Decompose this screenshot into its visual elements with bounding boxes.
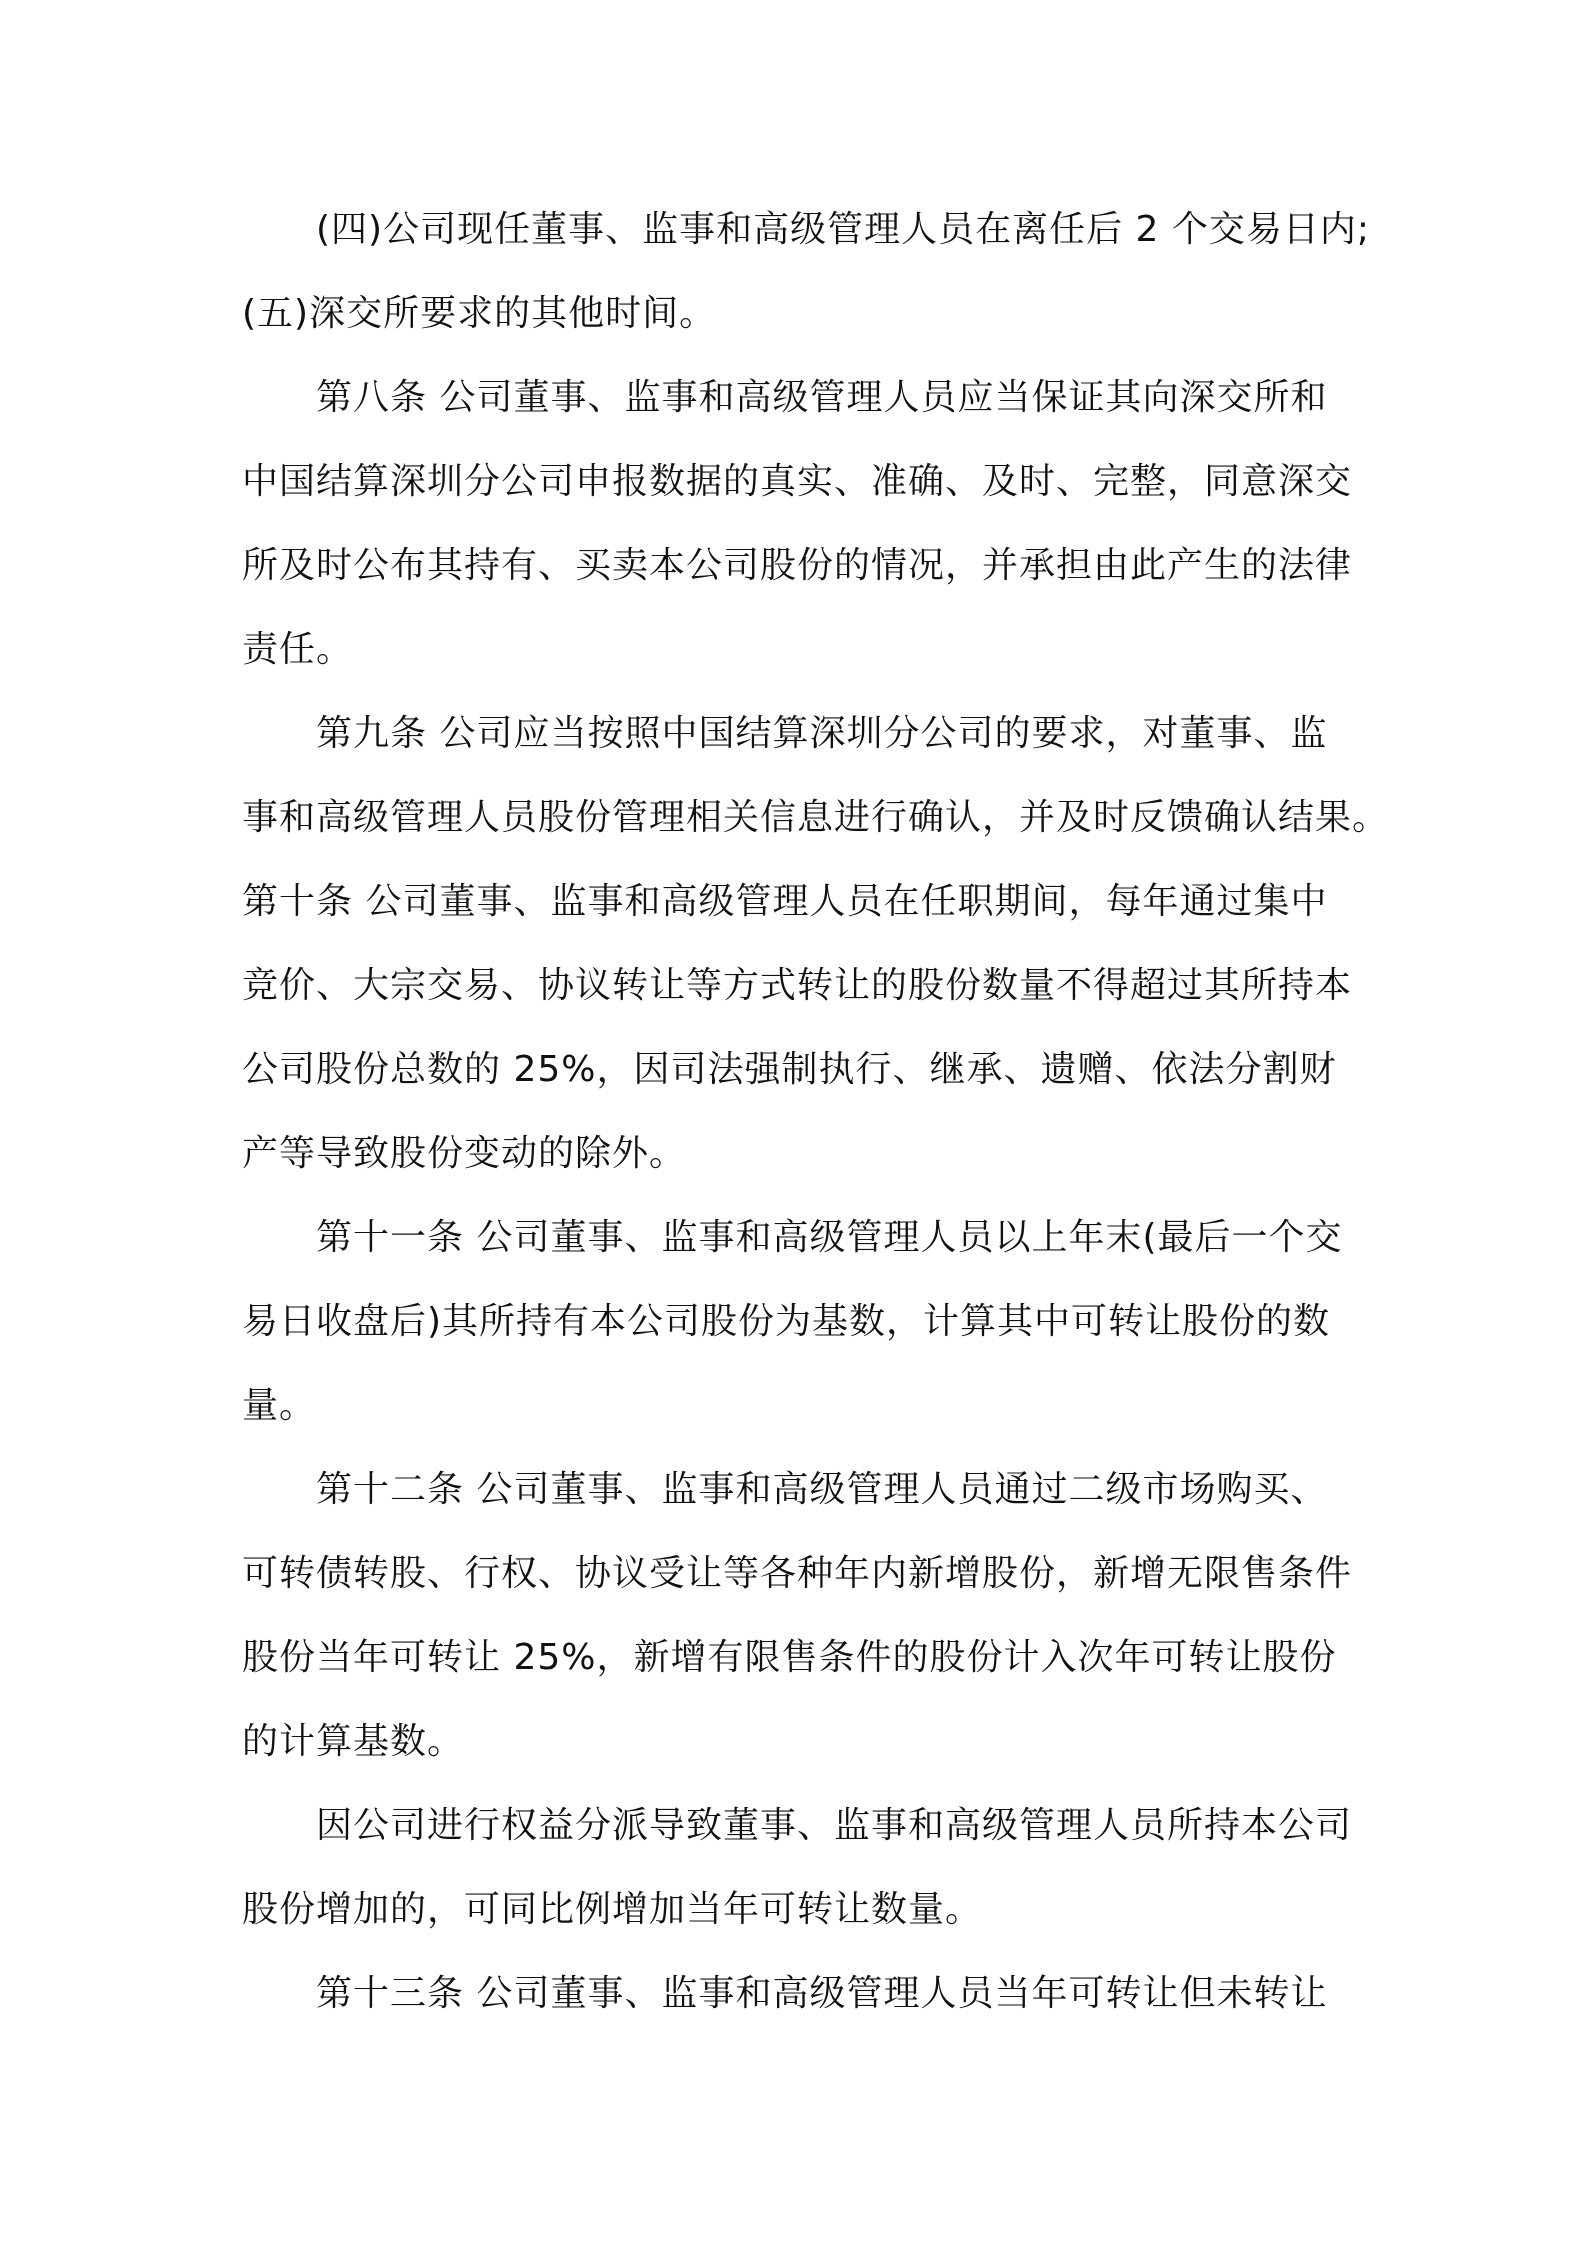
text-line-10: 竞价、大宗交易、协议转让等方式转让的股份数量不得超过其所持本 <box>242 965 1353 1006</box>
text-line-7: 第九条 公司应当按照中国结算深圳分公司的要求，对董事、监 <box>316 713 1328 754</box>
text-line-4: 中国结算深圳分公司申报数据的真实、准确、及时、完整，同意深交 <box>242 461 1353 502</box>
text-line-6: 责任。 <box>242 629 354 670</box>
text-line-14: 易日收盘后)其所持有本公司股份为基数，计算其中可转让股份的数 <box>242 1301 1331 1342</box>
text-line-15: 量。 <box>242 1385 317 1426</box>
text-line-16: 第十二条 公司董事、监事和高级管理人员通过二级市场购买、 <box>316 1469 1328 1510</box>
text-line-17: 可转债转股、行权、协议受让等各种年内新增股份，新增无限售条件 <box>242 1553 1353 1594</box>
text-line-3: 第八条 公司董事、监事和高级管理人员应当保证其向深交所和 <box>316 377 1328 418</box>
text-line-5: 所及时公布其持有、买卖本公司股份的情况，并承担由此产生的法律 <box>242 545 1353 586</box>
text-line-11: 公司股份总数的 25%，因司法强制执行、继承、遗赠、依法分割财 <box>242 1049 1337 1090</box>
text-line-8: 事和高级管理人员股份管理相关信息进行确认，并及时反馈确认结果。 <box>242 797 1390 838</box>
text-line-18: 股份当年可转让 25%，新增有限售条件的股份计入次年可转让股份 <box>242 1637 1337 1678</box>
text-line-20: 因公司进行权益分派导致董事、监事和高级管理人员所持本公司 <box>316 1805 1353 1846</box>
text-line-9: 第十条 公司董事、监事和高级管理人员在任职期间，每年通过集中 <box>242 881 1328 922</box>
text-line-12: 产等导致股份变动的除外。 <box>242 1133 687 1174</box>
text-line-2: (五)深交所要求的其他时间。 <box>242 293 717 334</box>
text-line-22: 第十三条 公司董事、监事和高级管理人员当年可转让但未转让 <box>316 1973 1328 2014</box>
text-line-13: 第十一条 公司董事、监事和高级管理人员以上年末(最后一个交 <box>316 1217 1343 1258</box>
text-line-19: 的计算基数。 <box>242 1721 465 1762</box>
text-line-21: 股份增加的，可同比例增加当年可转让数量。 <box>242 1889 983 1930</box>
text-line-1: (四)公司现任董事、监事和高级管理人员在离任后 2 个交易日内; <box>316 209 1371 250</box>
